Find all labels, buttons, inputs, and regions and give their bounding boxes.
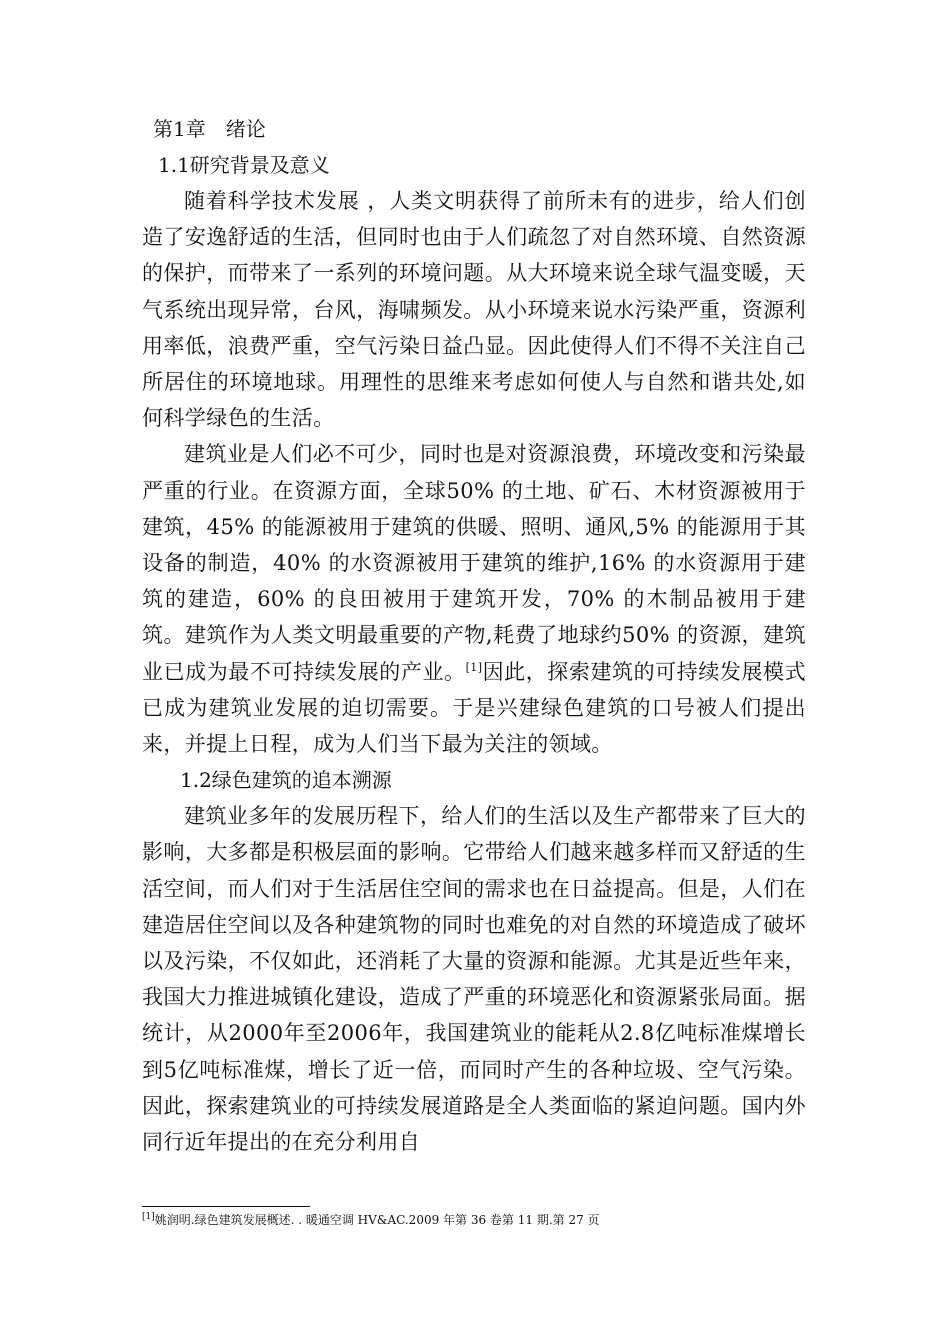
paragraph-construction-resources xyxy=(142,436,806,762)
paragraph-background: 随着科学技术发展 ，人类文明获得了前所未有的进步，给人们创造了安逸舒适的生活，但同时也由于人们疏忽了对自然环境、自然资源的保护，而带来了一系列的环境问题。从大环境来说全球气温变暖，天气系统出现异常，台风，海啸频发。从小环境来说水污染严重，资源利用率低，浪费严重，空气污染日益凸显。因此使得人们不得不关注自己所居住的环境地球。用理性的思维来考虑如何使人与自然和谐共处,如何科学绿色的生活。 xyxy=(142,189,806,431)
section-heading-1-1: 1.1研究背景及意义 xyxy=(158,153,330,177)
footnote-divider xyxy=(142,1206,310,1207)
paragraph-origin: 建筑业多年的发展历程下，给人们的生活以及生产都带来了巨大的影响，大多都是积极层面的影响。它带给人们越来越多样而又舒适的生活空间，而人们对于生活居住空间的需求也在日益提高。但是，人们在建造居住空间以及各种建筑物的同时也难免的对自然的环境造成了破坏以及污染，不仅如此，还消耗了大量的资源和能源。尤其是近些年来，我国大力推进城镇化建设，造成了严重的环境恶化和资源紧张局面。据统计，从2000年至2006年，我国建筑业的能耗从2.8亿吨标准煤增长到5亿吨标准煤，增长了近一倍，而同时产生的各种垃圾、空气污染。因此，探索建筑业的可持续发展道路是全人类面临的紧迫问题。国内外同行近年提出的在充分利用自 xyxy=(142,804,806,1155)
page-body xyxy=(142,111,806,1160)
footnote-text: 姚润明.绿色建筑发展概述. . 暖通空调 HV&AC.2009 年第 36 卷第 11 期.第 27 页 xyxy=(154,1213,600,1227)
footnote-reference[interactable]: [1] xyxy=(465,660,483,674)
footnote xyxy=(142,1212,600,1228)
paragraph-construction-text: 建筑业是人们必不可少，同时也是对资源浪费，环境改变和污染最严重的行业。在资源方面，全球50% 的土地、矿石、木材资源被用于建筑，45% 的能源被用于建筑的供暖、照明、通风,5% 的能源用于其设备的制造，40% 的水资源被用于建筑的维护,16% 的水资源用于建筑的建造，60% 的良田被用于建筑开发，70% 的木制品被用于建筑。建筑作为人类文明最重要的产物,耗费了地球约50% 的资源，建筑业已成为最不可持续发展的产业。 xyxy=(142,442,806,684)
chapter-title: 第1章 绪论 xyxy=(153,117,266,141)
footnote-number: [1] xyxy=(142,1212,155,1222)
section-heading-1-2: 1.2绿色建筑的追本溯源 xyxy=(180,768,392,793)
paragraph-construction-continuation: 因此，探索建筑的可持续发展模式已成为建筑业发展的迫切需要。于是兴建绿色建筑的口号被人们提出来，并提上日程，成为人们当下最为关注的领域。 xyxy=(142,659,807,757)
